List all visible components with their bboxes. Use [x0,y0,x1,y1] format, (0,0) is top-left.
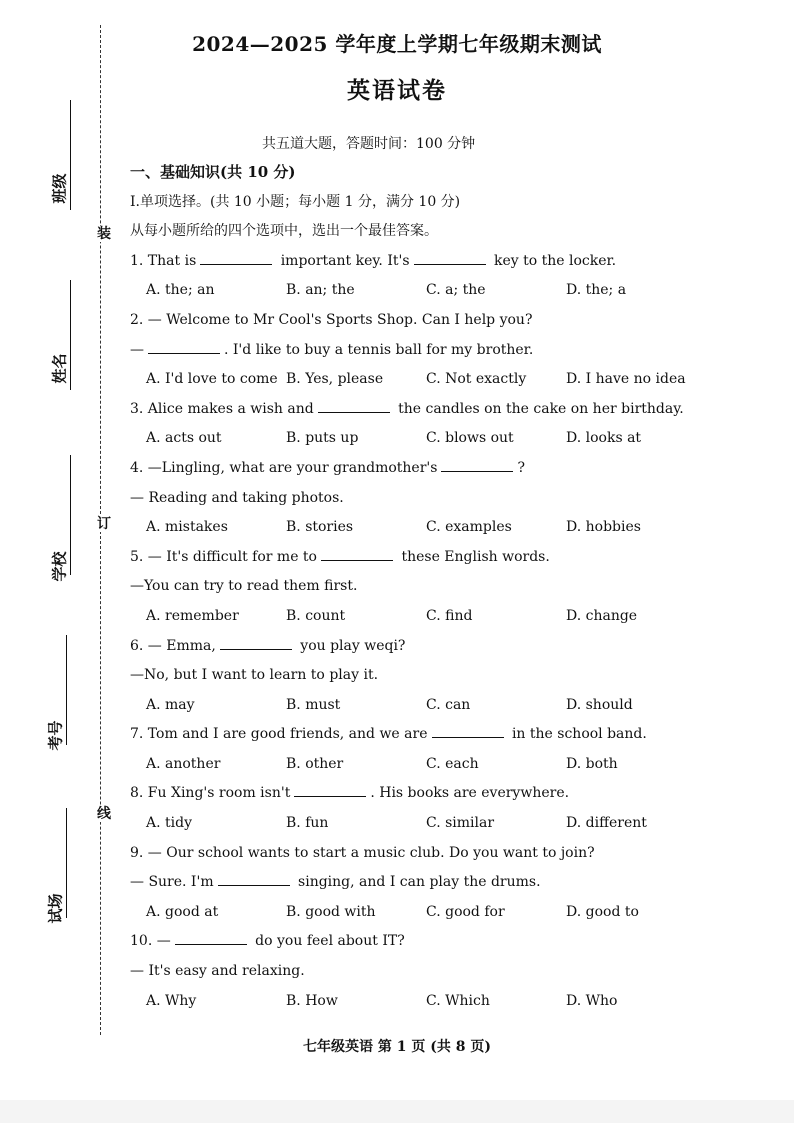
answer-blank [220,635,292,650]
question-item [130,454,760,543]
question-list [130,247,760,1016]
option: C. can [426,696,471,713]
question-text: 10. — [130,933,171,950]
option: D. hobbies [566,519,641,536]
option: D. should [566,696,633,713]
option: D. both [566,755,618,772]
option: A. may [146,696,195,713]
question-text: 2. — Welcome to Mr Cool's Sports Shop. Can I help you? [130,311,533,328]
option: C. a; the [426,282,486,299]
option: A. Why [146,992,197,1009]
question-line [130,454,760,484]
option: C. good for [426,903,505,920]
answer-blank [200,250,272,265]
answer-blank [148,339,220,354]
option-row [130,602,760,632]
answer-blank [175,930,247,945]
question-line [130,247,760,277]
question-line [130,779,760,809]
question-area [130,158,760,1016]
option: B. Yes, please [286,371,384,388]
option: D. change [566,607,638,624]
question-text: . I'd like to buy a tennis ball for my brother. [224,341,534,358]
question-line [130,957,760,987]
option: B. fun [286,815,329,832]
exam-info: 共五道大题，答题时间：100 分钟 [262,136,476,152]
question-text: key to the locker. [489,252,617,269]
binding-char-xian: 线 [97,806,111,822]
question-text: — Reading and taking photos. [130,489,344,506]
option: A. good at [146,903,219,920]
question-item [130,247,760,306]
exam-subtitle: 英语试卷 [347,77,447,104]
question-text: — It's easy and relaxing. [130,963,305,980]
question-text: . His books are everywhere. [370,785,570,802]
question-text: 4. —Lingling, what are your grandmother's [130,459,438,476]
question-line [130,868,760,898]
option-row [130,513,760,543]
question-text: 9. — Our school wants to start a music club. Do you want to join? [130,844,595,861]
option: C. Which [426,992,490,1009]
option-row [130,365,760,395]
scan-bottom-edge [0,1100,794,1123]
question-text: —You can try to read them first. [130,578,358,595]
option: A. I'd love to come [146,371,278,388]
section-heading: 一、基础知识(共 10 分) [130,163,296,181]
question-text: — Sure. I'm [130,874,214,891]
option: D. the; a [566,282,627,299]
answer-blank [441,457,513,472]
answer-blank [218,871,290,886]
option-row [130,276,760,306]
question-item [130,927,760,1016]
answer-blank [294,782,366,797]
option: B. How [286,992,338,1009]
option: C. similar [426,815,495,832]
question-text: you play weqi? [295,637,406,654]
question-item [130,632,760,721]
option: A. tidy [146,815,192,832]
question-text: 6. — Emma, [130,637,216,654]
option: B. an; the [286,282,355,299]
option-row [130,987,760,1017]
answer-blank [432,723,504,738]
question-item [130,543,760,632]
option: D. looks at [566,430,642,447]
option-row [130,898,760,928]
question-line [130,720,760,750]
question-line [130,927,760,957]
question-text: singing, and I can play the drums. [293,874,541,891]
question-text: these English words. [397,548,550,565]
option: B. puts up [286,430,359,447]
question-item [130,306,760,395]
option: B. other [286,755,344,772]
option: A. mistakes [146,519,228,536]
question-text: 1. That is [130,252,197,269]
option: B. stories [286,519,354,536]
question-item [130,779,760,838]
option: C. Not exactly [426,371,527,388]
answer-blank [318,398,390,413]
question-text: —No, but I want to learn to play it. [130,667,379,684]
binding-char-ding: 订 [97,516,111,532]
question-line [130,336,760,366]
question-text: in the school band. [507,726,647,743]
option: A. the; an [146,282,215,299]
question-text: ? [517,459,525,476]
question-text: 5. — It's difficult for me to [130,548,317,565]
option: C. each [426,755,479,772]
option: C. find [426,607,473,624]
question-line [130,839,760,869]
question-line [130,572,760,602]
answer-blank [414,250,486,265]
question-line [130,543,760,573]
option-row [130,691,760,721]
option-row [130,809,760,839]
option: B. must [286,696,341,713]
question-line [130,395,760,425]
answer-blank [321,546,393,561]
question-text: important key. It's [276,252,410,269]
option: A. remember [146,607,239,624]
exam-title: 2024—2025 学年度上学期七年级期末测试 [192,32,602,56]
option: D. I have no idea [566,371,686,388]
option: C. blows out [426,430,514,447]
page-footer: 七年级英语 第 1 页 (共 8 页) [303,1039,491,1055]
question-text: the candles on the cake on her birthday. [393,400,684,417]
question-text: 7. Tom and I are good friends, and we are [130,726,428,743]
option-row [130,750,760,780]
binding-margin: 班级 姓名 学校 考号 试场 [0,0,100,1100]
instruction: 从每小题所给的四个选项中，选出一个最佳答案。 [130,223,438,240]
option: A. another [146,755,221,772]
option: D. good to [566,903,639,920]
option: D. different [566,815,647,832]
question-line [130,661,760,691]
question-text: do you feel about IT? [250,933,405,950]
option: B. count [286,607,346,624]
option-row [130,424,760,454]
question-item [130,395,760,454]
question-text: 8. Fu Xing's room isn't [130,785,291,802]
question-line [130,306,760,336]
option: B. good with [286,903,376,920]
part-heading: I.单项选择。(共 10 小题；每小题 1 分，满分 10 分) [130,193,461,210]
question-line [130,632,760,662]
option: A. acts out [146,430,222,447]
binding-char-zhuang: 装 [97,226,111,242]
option: D. Who [566,992,618,1009]
question-text: — [130,341,144,358]
question-item [130,839,760,928]
question-item [130,720,760,779]
option: C. examples [426,519,512,536]
question-line [130,484,760,514]
question-text: 3. Alice makes a wish and [130,400,314,417]
